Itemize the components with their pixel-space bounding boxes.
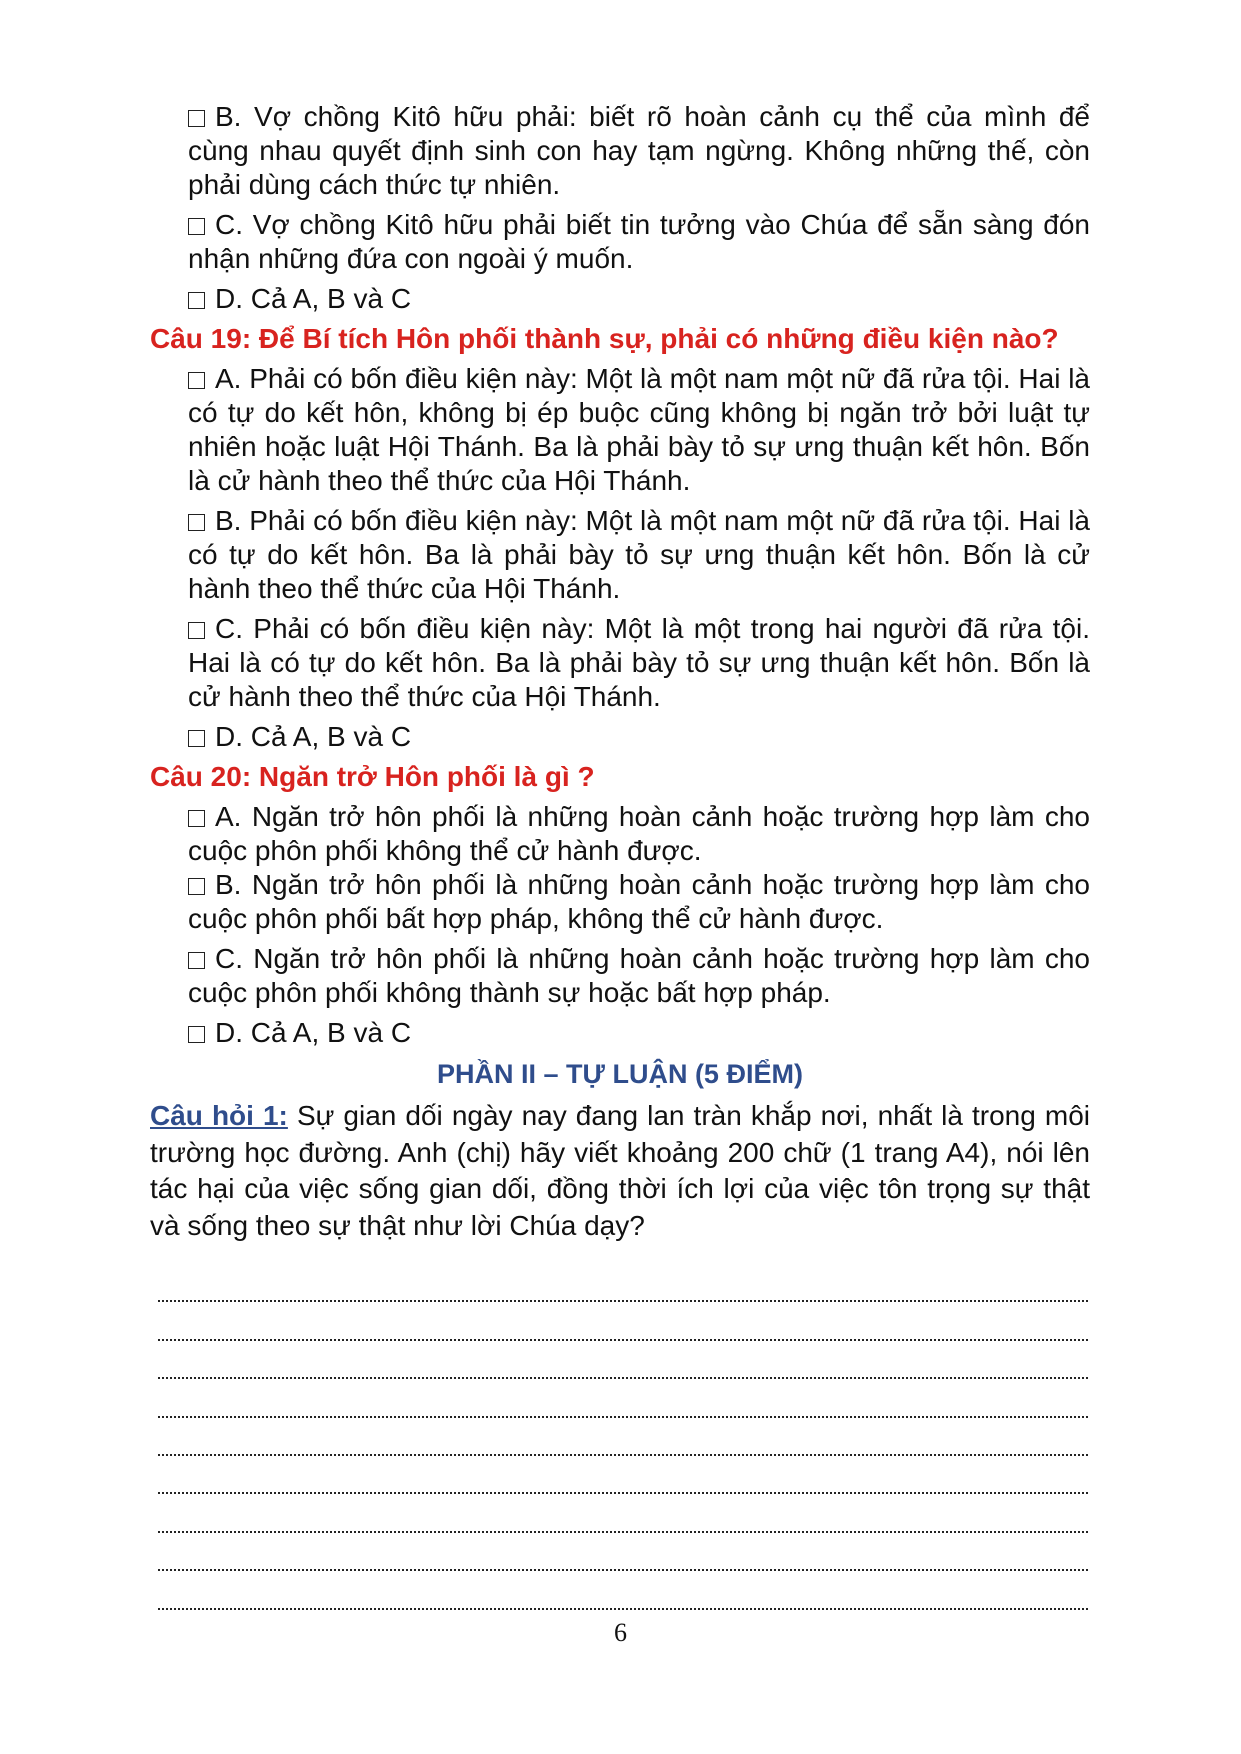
checkbox-icon[interactable] <box>188 372 205 389</box>
q19-option-a[interactable]: A. Phải có bốn điều kiện này: Một là một nam một nữ đã rửa tội. Hai là có tự do kết hôn, không bị ép buộc cũng không bị ngăn trở bởi luật tự nhiên hoặc luật Hội Thánh. Ba là phải bày tỏ sự ưng thuận kết hôn. Bốn là cử hành theo thể thức của Hội Thánh. <box>188 363 1090 496</box>
option-prev-d[interactable]: D. Cả A, B và C <box>188 282 1090 316</box>
q20-option-d[interactable]: D. Cả A, B và C <box>188 1016 1090 1050</box>
checkbox-icon[interactable] <box>188 878 205 895</box>
answer-line[interactable] <box>158 1571 1088 1609</box>
question-20-title: Câu 20: Ngăn trở Hôn phối là gì ? <box>150 761 595 792</box>
essay-question-text: Sự gian dối ngày nay đang lan tràn khắp nơi, nhất là trong môi trường học đường. Anh (chị) hãy viết khoảng 200 chữ (1 trang A4), nói lên tác hại của việc sống gian dối, đồng thời ích lợi của việc tôn trọng sự thật và sống theo sự thật như lời Chúa dạy? <box>150 1100 1090 1241</box>
section-title: PHẦN II – TỰ LUẬN (5 ĐIỂM) <box>437 1059 803 1089</box>
checkbox-icon[interactable] <box>188 952 205 969</box>
page-number: 6 <box>614 1618 627 1647</box>
document-body <box>150 100 1090 1610</box>
checkbox-icon[interactable] <box>188 810 205 827</box>
q19-option-c[interactable]: C. Phải có bốn điều kiện này: Một là một trong hai người đã rửa tội. Hai là có tự do kết hôn. Ba là phải bày tỏ sự ưng thuận kết hôn. Bốn là cử hành theo thể thức của Hội Thánh. <box>188 613 1090 712</box>
question-19-title: Câu 19: Để Bí tích Hôn phối thành sự, phải có những điều kiện nào? <box>150 323 1059 354</box>
option-prev-c[interactable]: C. Vợ chồng Kitô hữu phải biết tin tưởng vào Chúa để sẵn sàng đón nhận những đứa con ngoài ý muốn. <box>188 209 1090 274</box>
answer-line[interactable] <box>158 1418 1088 1456</box>
answer-line[interactable] <box>158 1533 1088 1571</box>
checkbox-icon[interactable] <box>188 622 205 639</box>
checkbox-icon[interactable] <box>188 218 205 235</box>
checkbox-icon[interactable] <box>188 110 205 127</box>
checkbox-icon[interactable] <box>188 1026 205 1043</box>
checkbox-icon[interactable] <box>188 730 205 747</box>
checkbox-icon[interactable] <box>188 292 205 309</box>
q19-option-d[interactable]: D. Cả A, B và C <box>188 720 1090 754</box>
q20-option-b[interactable]: B. Ngăn trở hôn phối là những hoàn cảnh hoặc trường hợp làm cho cuộc phôn phối bất hợp pháp, không thể cử hành được. <box>188 869 1090 934</box>
essay-question-label: Câu hỏi 1: <box>150 1100 288 1131</box>
checkbox-icon[interactable] <box>188 514 205 531</box>
q19-option-b[interactable]: B. Phải có bốn điều kiện này: Một là một nam một nữ đã rửa tội. Hai là có tự do kết hôn. Ba là phải bày tỏ sự ưng thuận kết hôn. Bốn là cử hành theo thể thức của Hội Thánh. <box>188 505 1090 604</box>
answer-line[interactable] <box>158 1302 1088 1340</box>
answer-line[interactable] <box>158 1264 1088 1302</box>
option-prev-b[interactable]: B. Vợ chồng Kitô hữu phải: biết rõ hoàn cảnh cụ thể của mình để cùng nhau quyết định sinh con hay tạm ngừng. Không những thế, còn phải dùng cách thức tự nhiên. <box>188 101 1090 200</box>
answer-line[interactable] <box>158 1379 1088 1417</box>
q20-option-c[interactable]: C. Ngăn trở hôn phối là những hoàn cảnh hoặc trường hợp làm cho cuộc phôn phối không thành sự hoặc bất hợp pháp. <box>188 943 1090 1008</box>
answer-lines[interactable] <box>158 1264 1090 1610</box>
essay-question <box>150 1098 1090 1244</box>
answer-line[interactable] <box>158 1341 1088 1379</box>
answer-line[interactable] <box>158 1456 1088 1494</box>
q20-option-a[interactable]: A. Ngăn trở hôn phối là những hoàn cảnh hoặc trường hợp làm cho cuộc phôn phối không thể cử hành được. <box>188 801 1090 866</box>
answer-line[interactable] <box>158 1494 1088 1532</box>
